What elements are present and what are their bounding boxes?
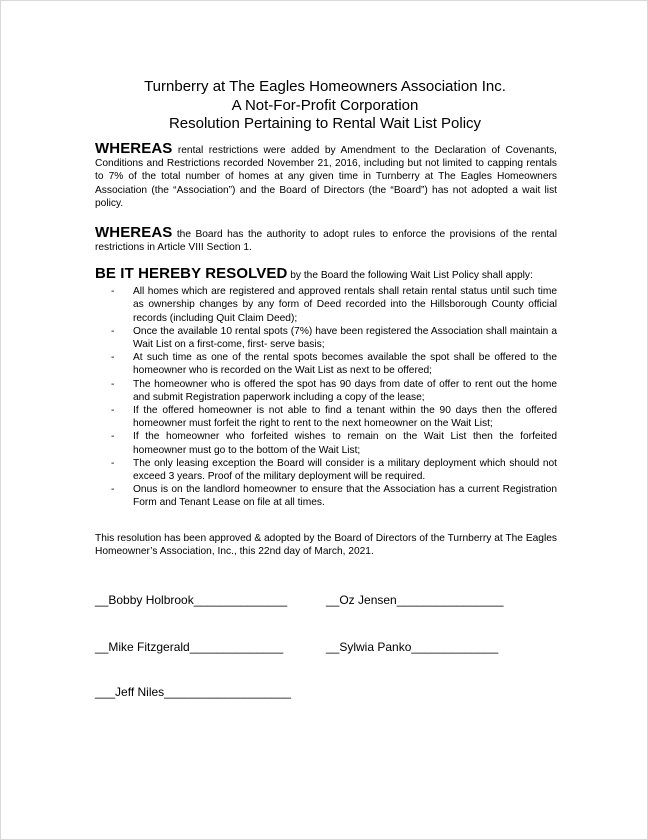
resolved-text: by the Board the following Wait List Policy shall apply: xyxy=(287,270,533,281)
dash-bullet: - xyxy=(111,286,115,298)
list-item-text: Once the available 10 rental spots (7%) have been registered the Association shall maintain a Wait List on a first-come, first- serve basis; xyxy=(133,325,557,351)
list-item xyxy=(95,430,557,456)
resolved-section xyxy=(95,267,557,510)
corporation-type: A Not-For-Profit Corporation xyxy=(231,96,419,114)
whereas-text: the Board has the authority to adopt rules to enforce the provisions of the rental restrictions in Article VIII Section 1. xyxy=(95,229,557,254)
dash-bullet: - xyxy=(111,431,115,443)
signature-line-mike-fitzgerald: __Mike Fitzgerald______________ xyxy=(95,640,284,654)
signature-line-sylwia-panko: __Sylwia Panko_____________ xyxy=(326,640,499,654)
list-item xyxy=(95,483,557,509)
whereas-text: rental restrictions were added by Amendment to the Declaration of Covenants, Conditions and Restrictions recorded November 21, 2016, including but not limited to capping rentals to 7% of the total number of homes at any given time in Turnberry at The Eagles Homeowners Association (the “Association”) and the Board of Directors (the “Board”) has not adopted a wait list policy. xyxy=(95,145,557,209)
signature-line-jeff-niles: ___Jeff Niles___________________ xyxy=(95,685,291,699)
resolved-intro xyxy=(95,267,557,282)
list-item-text: If the homeowner who forfeited wishes to remain on the Wait List then the forfeited homeowner must go to the bottom of the Wait List; xyxy=(133,431,557,456)
list-item xyxy=(95,457,557,483)
dash-bullet: - xyxy=(111,405,115,417)
closing-statement: This resolution has been approved & adopted by the Board of Directors of the Turnberry at The Eagles Homeowner’s Association, Inc., this 22nd day of March, 2021. xyxy=(95,533,557,558)
list-item-text: Onus is on the landlord homeowner to ensure that the Association has a current Registration Form and Tenant Lease on file at all times. xyxy=(133,484,557,509)
resolved-keyword: BE IT HEREBY RESOLVED xyxy=(95,265,288,282)
whereas-keyword: WHEREAS xyxy=(95,224,173,241)
signature-line-bobby-holbrook: __Bobby Holbrook______________ xyxy=(95,593,288,607)
policy-list xyxy=(95,285,557,509)
dash-bullet: - xyxy=(111,378,115,390)
list-item-text: If the offered homeowner is not able to find a tenant within the 90 days then the offered homeowner must forfeit the right to rent to the next homeowner on the Wait List; xyxy=(133,405,557,430)
dash-bullet: - xyxy=(111,325,115,337)
list-item xyxy=(95,351,557,377)
resolution-title: Resolution Pertaining to Rental Wait List Policy xyxy=(168,115,482,132)
association-name: Turnberry at The Eagles Homeowners Association Inc. xyxy=(144,78,506,95)
whereas-paragraph-1 xyxy=(95,142,557,210)
list-item-text: The only leasing exception the Board will consider is a military deployment which should not exceed 3 years. Proof of the military deployment will be required. xyxy=(133,457,557,483)
dash-bullet: - xyxy=(111,457,115,469)
list-item-text: The homeowner who is offered the spot has 90 days from date of offer to rent out the home and submit Registration paperwork including a copy of the lease; xyxy=(133,378,557,403)
document-title xyxy=(1,78,648,134)
signature-line-oz-jensen: __Oz Jensen________________ xyxy=(326,593,504,607)
list-item xyxy=(95,285,557,325)
list-item-text: All homes which are registered and approved rentals shall retain rental status until such time as ownership changes by any form of Deed recorded into the Hillsborough County official records (including Quit Claim Deed); xyxy=(133,286,557,324)
list-item xyxy=(95,404,557,430)
list-item xyxy=(95,325,557,351)
dash-bullet: - xyxy=(111,352,115,364)
list-item xyxy=(95,378,557,404)
list-item-text: At such time as one of the rental spots becomes available the spot shall be offered to the homeowner who is recorded on the Wait List as next to be offered; xyxy=(133,352,557,377)
whereas-keyword: WHEREAS xyxy=(95,140,173,157)
dash-bullet: - xyxy=(111,484,115,496)
whereas-paragraph-2 xyxy=(95,226,557,254)
